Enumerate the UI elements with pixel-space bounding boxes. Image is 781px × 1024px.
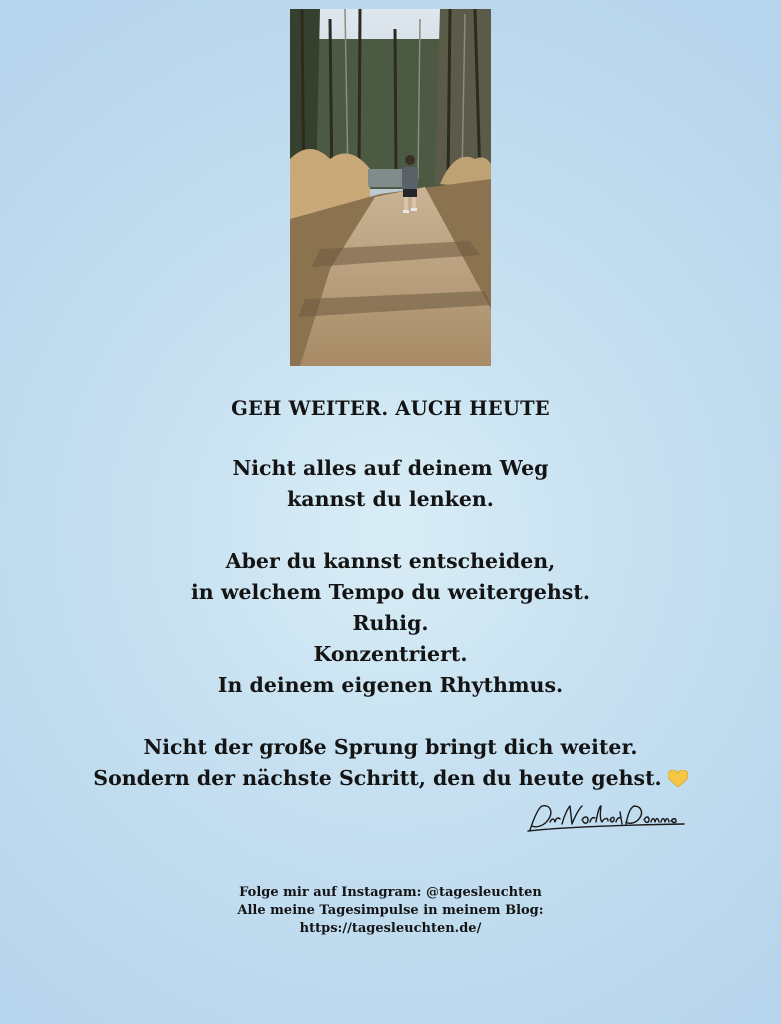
poem-line: In deinem eigenen Rhythmus. — [217, 673, 564, 697]
poem-line-with-heart — [0, 763, 781, 797]
poem-line: Nicht der große Sprung bringt dich weiter. — [143, 735, 638, 759]
poem-title: GEH WEITER. AUCH HEUTE — [231, 397, 550, 420]
forest-path-photo — [290, 9, 491, 366]
poem-line: Nicht alles auf deinem Weg — [232, 456, 549, 480]
stanza-1 — [0, 453, 781, 515]
poem-line: Konzentriert. — [313, 642, 468, 666]
stanza-2 — [0, 546, 781, 701]
handwritten-signature — [524, 800, 686, 834]
poem-line-text: Sondern der nächste Schritt, den du heute gehst. — [93, 766, 662, 790]
blog-link[interactable]: https://tagesleuchten.de/ — [299, 921, 482, 936]
footer — [0, 884, 781, 938]
poem-line: kannst du lenken. — [287, 487, 494, 511]
yellow-heart-icon — [668, 766, 688, 797]
poem-line: in welchem Tempo du weitergehst. — [191, 580, 590, 604]
instagram-line: Folge mir auf Instagram: @tagesleuchten — [239, 885, 542, 900]
poem-line: Ruhig. — [352, 611, 429, 635]
blog-line: Alle meine Tagesimpulse in meinem Blog: — [237, 903, 544, 918]
poem-line: Aber du kannst entscheiden, — [225, 549, 556, 573]
forest-path-jogger-icon — [290, 9, 491, 366]
stanza-3 — [0, 732, 781, 797]
